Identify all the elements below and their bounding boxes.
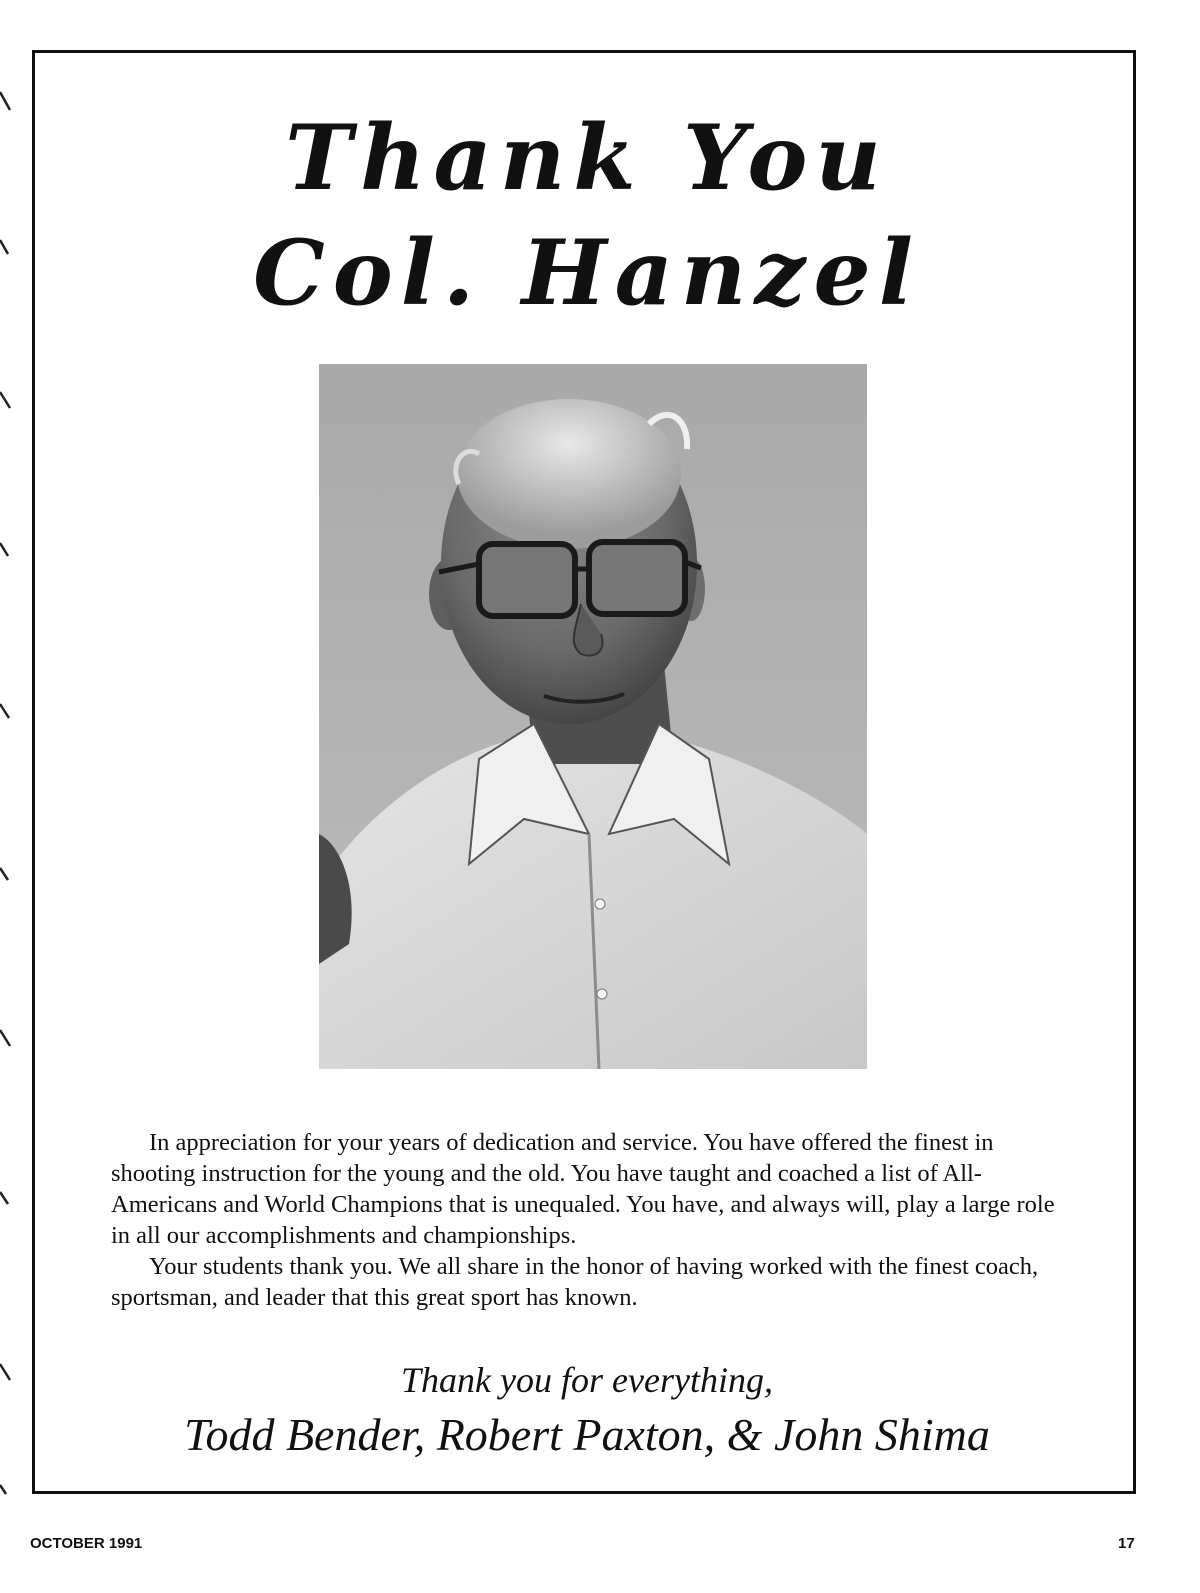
portrait-illustration	[319, 364, 867, 1069]
headline-line-2: Col. Hanzel	[253, 220, 921, 326]
paragraph-2: Your students thank you. We all share in the honor of having worked with the finest coach, sportsman, and leader that this great sport has known.	[111, 1253, 1039, 1311]
page-frame	[32, 50, 1136, 1494]
binding-edge-marks	[0, 0, 20, 1593]
footer-page-number: 17	[1118, 1535, 1135, 1552]
footer-issue: OCTOBER 1991	[30, 1535, 143, 1552]
paragraph-1: In appreciation for your years of dedication and service. You have offered the finest in shooting instruction for the young and the old. You have taught and coached a list of All-Americans and World Champions that is unequaled. You have, and always will, play a large role in all our accomplishments and championships.	[111, 1129, 1055, 1249]
portrait-photo	[319, 364, 867, 1069]
signers-line: Todd Bender, Robert Paxton, & John Shima	[184, 1409, 990, 1460]
closing-line: Thank you for everything,	[401, 1360, 773, 1400]
appreciation-text	[111, 1127, 1071, 1313]
headline-line-1: Thank You	[285, 105, 889, 211]
